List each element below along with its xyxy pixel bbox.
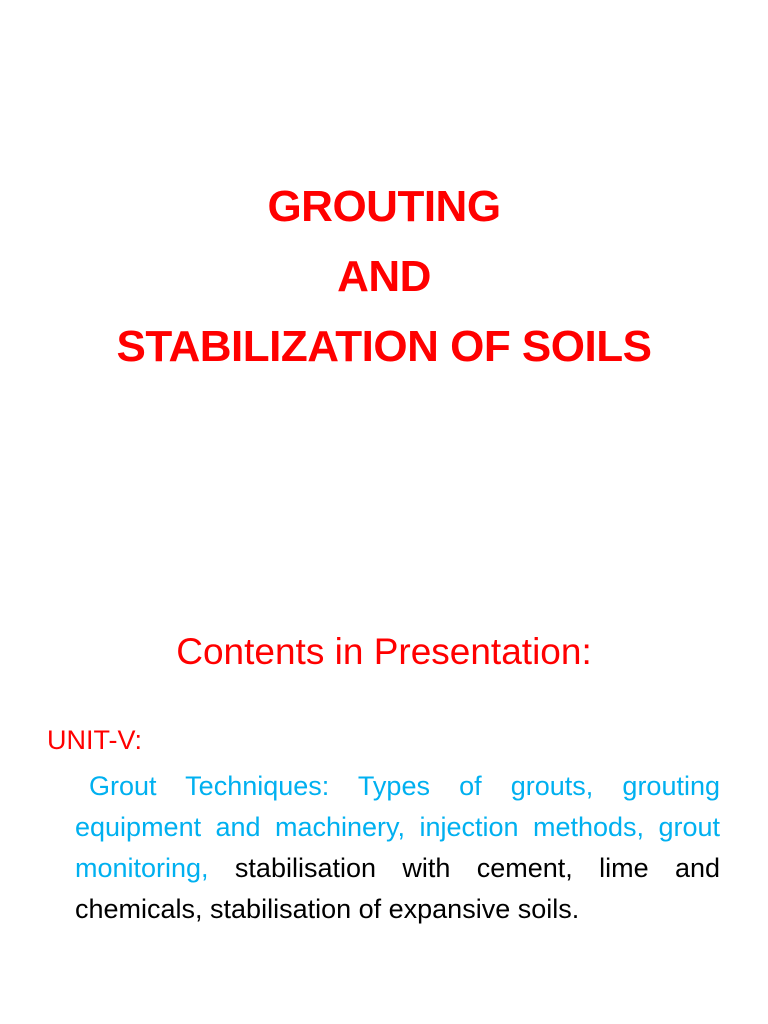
unit-label: UNIT-V: [47, 725, 143, 755]
contents-heading: Contents in Presentation: [176, 631, 592, 672]
title-line-3: STABILIZATION OF SOILS [116, 322, 652, 371]
slide-title [0, 172, 768, 382]
grout-topics-text: Grout Techniques: Types of grouts, grouting equipment and machinery, injection methods, grout monitoring, [75, 771, 720, 883]
title-line-1: GROUTING [267, 182, 501, 231]
stabilisation-topics-text: stabilisation with cement, lime and chemicals, stabilisation of expansive soils. [75, 853, 720, 924]
title-line-2: AND [337, 252, 431, 301]
unit-description [75, 766, 720, 930]
